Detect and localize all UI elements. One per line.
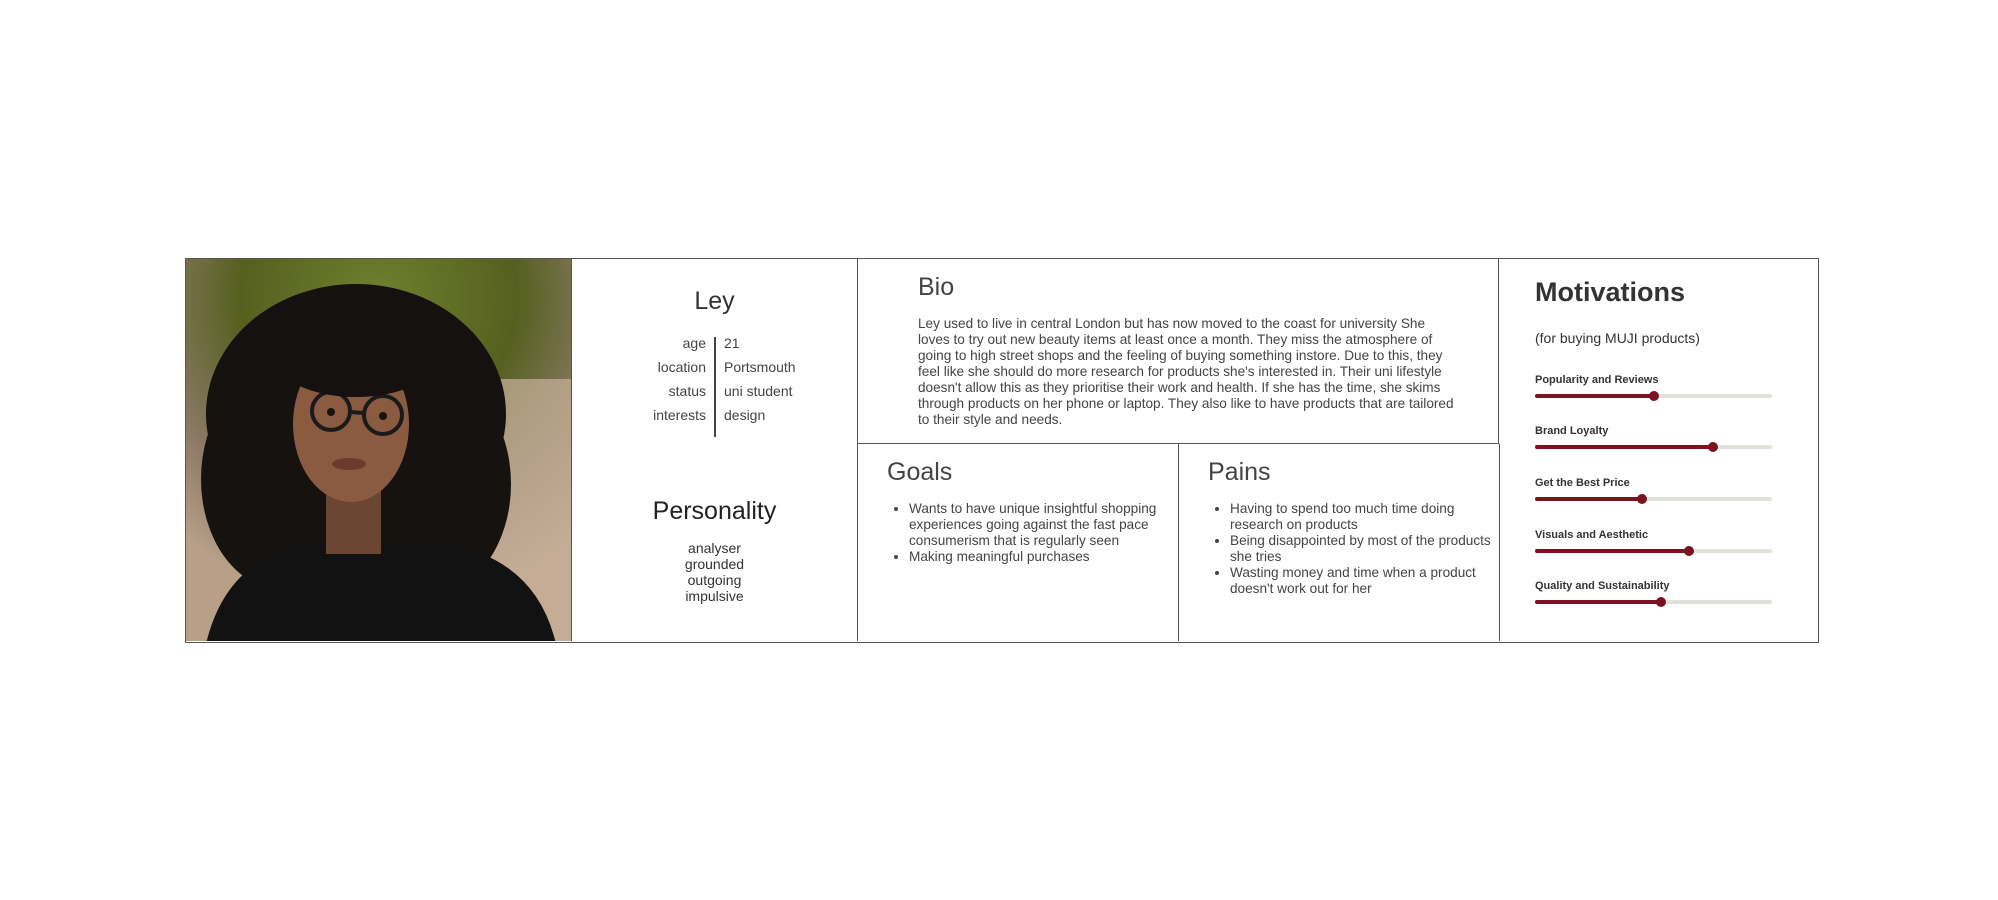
persona-card bbox=[185, 258, 1819, 643]
bio-text: Ley used to live in central London but has now moved to the coast for university She loves to try out new beauty items at least once a month. They miss the atmosphere of going to high street shops and the feeling of buying something instore. Due to this, they feel like she should do more research for products she's interested in. Their uni lifestyle doesn't allow this as they prioritise their work and health. If she has the time, she skims through products on her phone or laptop. They also like to have products that are tailored to their style and needs. bbox=[918, 316, 1454, 427]
fact-label-location: location bbox=[657, 359, 706, 375]
motivations-subtitle: (for buying MUJI products) bbox=[1535, 330, 1700, 346]
bio-panel bbox=[858, 259, 1499, 444]
motivation-track bbox=[1535, 394, 1772, 398]
motivation-fill bbox=[1535, 445, 1713, 449]
facts-list bbox=[572, 335, 857, 440]
motivation-fill bbox=[1535, 394, 1654, 398]
fact-label-status: status bbox=[668, 383, 706, 399]
fact-value-location: Portsmouth bbox=[724, 359, 796, 375]
motivation-row bbox=[1535, 374, 1775, 398]
goal-item: • Making meaningful purchases bbox=[909, 549, 1179, 565]
motivation-label: Get the Best Price bbox=[1535, 477, 1630, 489]
motivation-label: Popularity and Reviews bbox=[1535, 374, 1659, 386]
motivation-knob bbox=[1649, 391, 1659, 401]
personality-title: Personality bbox=[652, 497, 777, 525]
profile-panel bbox=[572, 259, 858, 641]
motivation-track bbox=[1535, 549, 1772, 553]
motivation-label: Visuals and Aesthetic bbox=[1535, 529, 1649, 541]
pain-item: • Having to spend too much time doing research on products bbox=[1230, 501, 1500, 533]
fact-value-age: 21 bbox=[724, 335, 740, 351]
goal-item: • Wants to have unique insightful shopping experiences going against the fast pace consumerism that is regularly seen bbox=[909, 501, 1179, 549]
goals-title: Goals bbox=[887, 458, 953, 486]
persona-name: Ley bbox=[694, 287, 735, 315]
motivation-row bbox=[1535, 477, 1775, 501]
fact-label-age: age bbox=[682, 335, 706, 351]
bio-title: Bio bbox=[918, 273, 955, 301]
motivation-label: Brand Loyalty bbox=[1535, 425, 1609, 437]
pains-title: Pains bbox=[1208, 458, 1271, 486]
trait-item: impulsive bbox=[685, 588, 744, 604]
motivation-track bbox=[1535, 600, 1772, 604]
motivation-row bbox=[1535, 580, 1775, 604]
facts-divider bbox=[714, 337, 716, 437]
trait-item: analyser bbox=[688, 540, 741, 556]
motivation-fill bbox=[1535, 497, 1642, 501]
pains-list bbox=[1208, 501, 1500, 597]
motivations-panel bbox=[1499, 259, 1817, 641]
motivation-track bbox=[1535, 445, 1772, 449]
motivation-label: Quality and Sustainability bbox=[1535, 580, 1670, 592]
pains-panel bbox=[1179, 444, 1500, 641]
portrait-illustration bbox=[186, 259, 571, 641]
fact-label-interests: interests bbox=[653, 407, 706, 423]
motivation-fill bbox=[1535, 600, 1661, 604]
goals-list bbox=[887, 501, 1179, 565]
goals-panel bbox=[858, 444, 1179, 641]
motivation-knob bbox=[1708, 442, 1718, 452]
persona-photo bbox=[186, 259, 572, 641]
motivation-row bbox=[1535, 529, 1775, 553]
motivation-knob bbox=[1656, 597, 1666, 607]
traits-list bbox=[572, 540, 857, 604]
motivation-fill bbox=[1535, 549, 1689, 553]
pain-item: • Being disappointed by most of the products she tries bbox=[1230, 533, 1500, 565]
trait-item: grounded bbox=[684, 556, 745, 572]
motivation-row bbox=[1535, 425, 1775, 449]
motivation-knob bbox=[1684, 546, 1694, 556]
fact-value-status: uni student bbox=[724, 383, 793, 399]
motivation-knob bbox=[1637, 494, 1647, 504]
motivations-title: Motivations bbox=[1535, 277, 1686, 307]
trait-item: outgoing bbox=[687, 572, 742, 588]
motivation-track bbox=[1535, 497, 1772, 501]
pain-item: • Wasting money and time when a product doesn't work out for her bbox=[1230, 565, 1500, 597]
fact-value-interests: design bbox=[724, 407, 766, 423]
